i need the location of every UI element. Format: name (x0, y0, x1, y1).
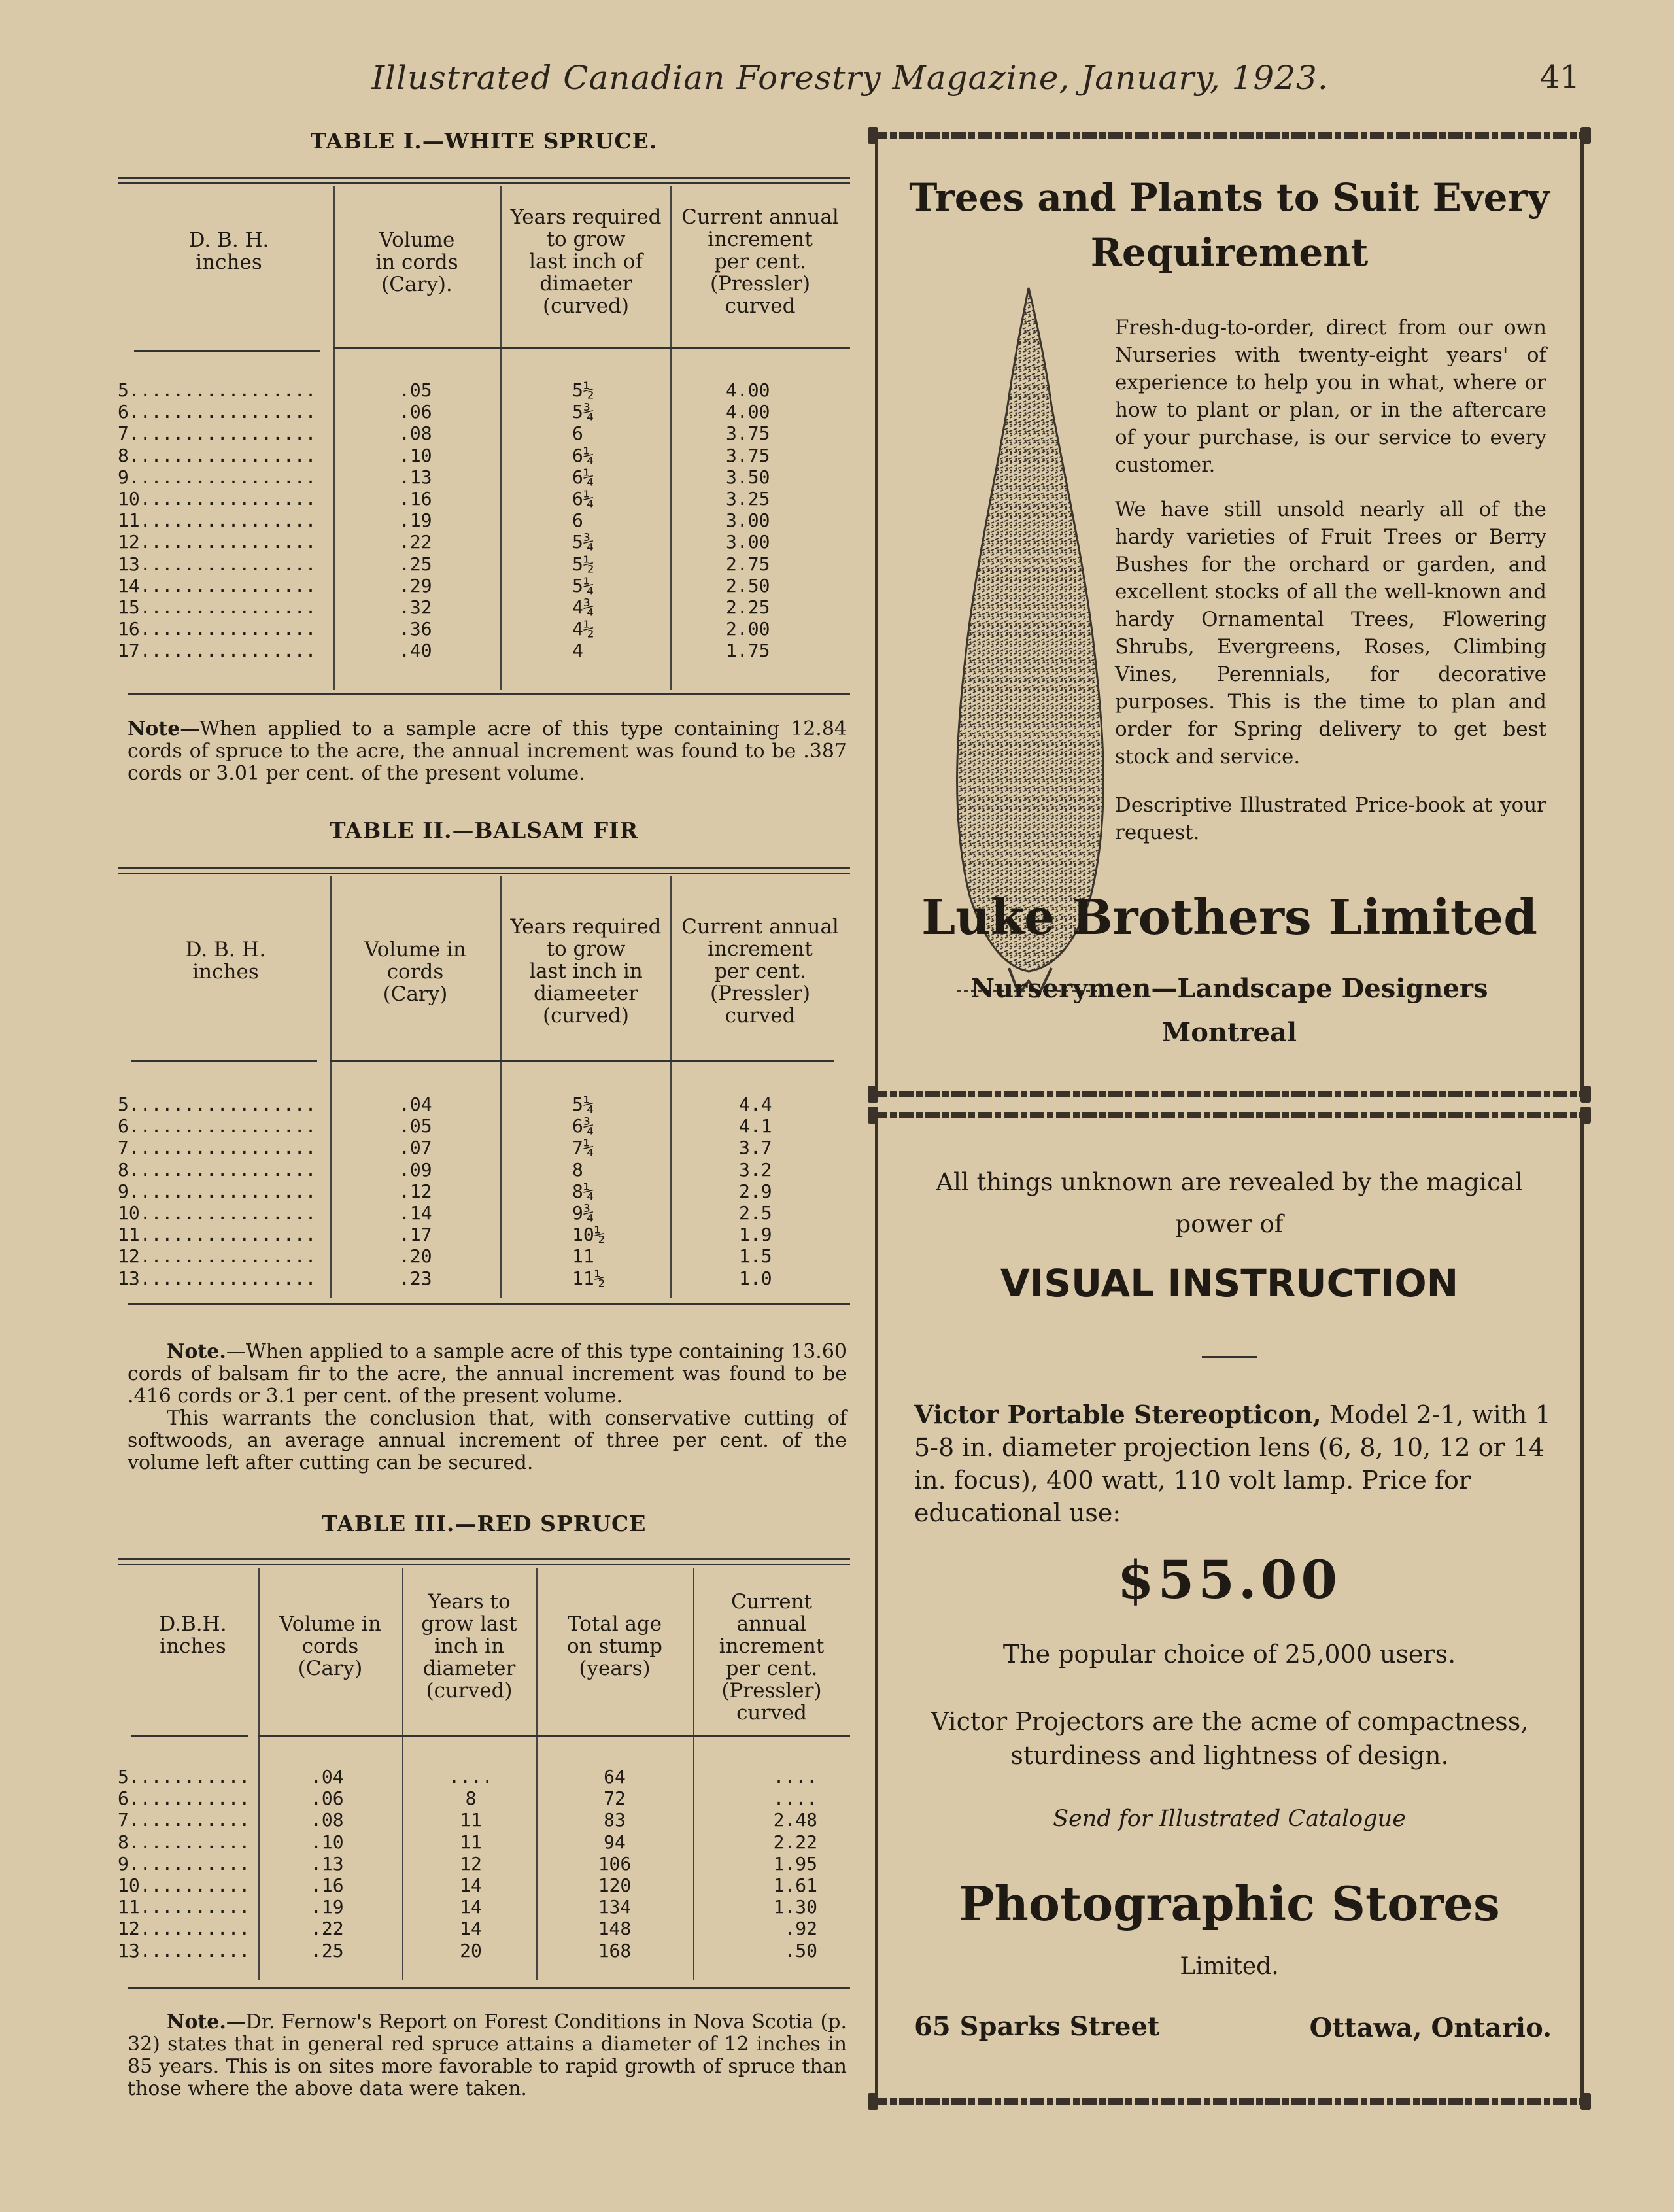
table-cell: 4½ (572, 618, 594, 640)
table-row (118, 1245, 850, 1267)
table-cell: .12 (399, 1180, 432, 1202)
row-label: 17................ (118, 640, 316, 662)
table3-header-volume: Volume in cords (Cary) (279, 1612, 381, 1680)
table-row (118, 1094, 850, 1115)
table-cell: 2.9 (739, 1180, 772, 1202)
table-row (118, 1224, 850, 1245)
table-cell: .08 (311, 1809, 344, 1831)
table-cell: 7¼ (572, 1137, 594, 1159)
table-cell: 8 (572, 1158, 583, 1181)
table-row (118, 1896, 850, 1918)
luke-brothers-ad (875, 137, 1584, 1092)
ad1-bottom-border (873, 1091, 1586, 1097)
table-cell: .16 (399, 487, 432, 510)
table-cell: .04 (311, 1766, 344, 1788)
table-cell: 2.50 (726, 574, 770, 596)
row-label: 13................ (118, 1267, 316, 1289)
table-cell: 9¾ (572, 1201, 594, 1224)
table-cell: 2.22 (773, 1831, 817, 1853)
photo-ad-price: $55.00 (1117, 1549, 1342, 1610)
table2-body (118, 1094, 850, 1289)
table-cell: 64 (604, 1766, 626, 1788)
table-row (118, 1809, 850, 1831)
table1-header-increment: Current annual increment per cent. (Pressler) curved (681, 205, 839, 318)
table2-header-years: Years required to grow last inch in diameeter (curved) (510, 915, 662, 1028)
table-cell: 106 (598, 1852, 632, 1875)
table-cell: 20 (460, 1939, 482, 1961)
table-cell: 148 (598, 1918, 632, 1940)
table-row (118, 1181, 850, 1202)
running-title: Illustrated Canadian Forestry Magazine, January, 1923. (371, 59, 1329, 97)
table-cell: .20 (399, 1245, 432, 1268)
table3-header-years: Years to grow last inch in diameter (curved) (421, 1590, 517, 1702)
table-cell: .25 (311, 1939, 344, 1961)
row-label: 10.......... (118, 1874, 250, 1896)
table-cell: 2.5 (739, 1201, 772, 1224)
table-cell: .23 (399, 1267, 432, 1289)
photo-ad-city: Ottawa, Ontario. (1309, 2013, 1552, 2043)
table-cell: 6¼ (572, 487, 594, 510)
photo-ad-projectors: Victor Projectors are the acme of compactness, sturdiness and lightness of design. (931, 1707, 1529, 1770)
row-label: 7................. (118, 423, 316, 445)
table-cell: .13 (399, 466, 432, 488)
table-row (118, 1831, 850, 1853)
ad2-bottom-border (873, 2098, 1586, 2105)
table-cell: 6¾ (572, 1115, 594, 1137)
table-cell: 4¾ (572, 596, 594, 618)
table-cell: 5¼ (572, 574, 594, 596)
table-cell: 3.2 (739, 1158, 772, 1181)
table3-header-age: Total age on stump (years) (566, 1612, 663, 1680)
row-label: 6................. (118, 1115, 316, 1137)
photo-ad-popular: The popular choice of 25,000 users. (1002, 1640, 1456, 1668)
row-label: 6........... (118, 1788, 250, 1810)
table-cell: 4.00 (726, 379, 770, 401)
table-row (118, 1788, 850, 1809)
table-row (118, 1875, 850, 1896)
table-row (118, 379, 850, 401)
table-cell: 168 (598, 1939, 632, 1961)
table-cell: .13 (311, 1852, 344, 1875)
luke-ad-company: Luke Brothers Limited (921, 890, 1537, 946)
table-row (118, 1766, 850, 1788)
row-label: 16................ (118, 618, 316, 640)
table-row (118, 1268, 850, 1289)
table-row (118, 466, 850, 488)
table-cell: 5½ (572, 553, 594, 575)
table-row (118, 1853, 850, 1875)
row-label: 7........... (118, 1809, 250, 1831)
table1-note: Note—When applied to a sample acre of this type containing 12.84 cords of spruce to the acre, the annual increment was found to be .387 cords or 3.01 per cent. of the present volume. (128, 717, 847, 785)
table-cell: 6¼ (572, 444, 594, 466)
table2-header-volume: Volume in cords (Cary) (364, 938, 466, 1006)
table-cell: .04 (399, 1094, 432, 1115)
table-cell: .06 (399, 401, 432, 423)
table-cell: .92 (784, 1918, 817, 1940)
table-cell: 6¼ (572, 466, 594, 488)
row-label: 12................ (118, 1245, 316, 1268)
luke-ad-tagline: Nurserymen—Landscape Designers (970, 973, 1488, 1004)
table-cell: 14 (460, 1874, 482, 1896)
table-row (118, 1137, 850, 1158)
table-cell: .08 (399, 423, 432, 445)
table-cell: .40 (399, 640, 432, 662)
table-row (118, 1115, 850, 1137)
table-cell: 3.75 (726, 423, 770, 445)
table-cell: 8 (465, 1788, 477, 1810)
table-row (118, 531, 850, 553)
row-label: 5........... (118, 1766, 250, 1788)
table-cell: .09 (399, 1158, 432, 1181)
table-cell: .22 (399, 531, 432, 553)
photo-ad-headline: VISUAL INSTRUCTION (1000, 1261, 1459, 1305)
row-label: 10................ (118, 1201, 316, 1224)
row-label: 10................ (118, 487, 316, 510)
table-cell: 3.50 (726, 466, 770, 488)
table-cell: .32 (399, 596, 432, 618)
table1-title: TABLE I.—WHITE SPRUCE. (310, 128, 658, 154)
luke-ad-headline: Trees and Plants to Suit Every Requirement (909, 175, 1550, 275)
photo-ad-product: Victor Portable Stereopticon, Model 2-1, with 1 5-8 in. diameter projection lens (6, 8, 10, 12 or 14 in. focus), 400 watt, 110 volt lamp. Price for educational use: (914, 1400, 1551, 1527)
table-cell: 1.75 (726, 640, 770, 662)
row-label: 13.......... (118, 1939, 250, 1961)
table-row (118, 1918, 850, 1939)
table-cell: 94 (604, 1831, 626, 1853)
table-cell: 83 (604, 1809, 626, 1831)
table-row (118, 640, 850, 661)
table2-note: Note.—When applied to a sample acre of this type containing 13.60 cords of balsam fir to the acre, the annual increment was found to be .416 cords or 3.1 per cent. of the present volume. This warrants the conclusion that, with conservative cutting of softwoods, an average annual increment of three per cent. of the volume left after cutting can be secured. (128, 1340, 847, 1474)
table-cell: 4.4 (739, 1094, 772, 1115)
table-cell: .05 (399, 379, 432, 401)
photo-ad-intro: All things unknown are revealed by the magical power of (936, 1168, 1523, 1238)
table-row (118, 445, 850, 466)
table-cell: 4.00 (726, 401, 770, 423)
row-label: 13................ (118, 553, 316, 575)
table-cell: .10 (311, 1831, 344, 1853)
row-label: 15................ (118, 596, 316, 618)
table-cell: 4 (572, 640, 583, 662)
row-label: 14................ (118, 574, 316, 596)
row-label: 7................. (118, 1137, 316, 1159)
table-cell: 3.7 (739, 1137, 772, 1159)
table-cell: .22 (311, 1918, 344, 1940)
table3-header-dbh: D.B.H. inches (159, 1612, 227, 1658)
row-label: 9................. (118, 1180, 316, 1202)
table-cell: 2.48 (773, 1809, 817, 1831)
table-cell: 11 (460, 1831, 482, 1853)
table-row (118, 1940, 850, 1961)
table2-header-increment: Current annual increment per cent. (Pressler) curved (681, 915, 839, 1028)
table-row (118, 618, 850, 640)
table-cell: 10½ (572, 1224, 606, 1246)
table-cell: .19 (311, 1896, 344, 1918)
table-cell: 3.00 (726, 510, 770, 532)
luke-ad-paragraph2: We have still unsold nearly all of the hardy varieties of Fruit Trees or Berry Bushes for the orchard or garden, and excellent stocks of all the well-known and hardy Ornamental Trees, Flowering Shrubs, Evergreens, Roses, Climbing Vines, Perennials, for decorative purposes. This is the time to plan and order for Spring delivery to get best stock and service. (1115, 498, 1546, 769)
table-row (118, 510, 850, 531)
photographic-stores-ad (875, 1117, 1584, 2100)
table-row (118, 401, 850, 423)
table-cell: 6 (572, 423, 583, 445)
table-cell: 1.5 (739, 1245, 772, 1268)
table-row (118, 596, 850, 618)
table-cell: 1.30 (773, 1896, 817, 1918)
table-cell: .... (773, 1788, 817, 1810)
table2-title: TABLE II.—BALSAM FIR (330, 818, 638, 843)
table-cell: 3.25 (726, 487, 770, 510)
table1-header-volume: Volume in cords (Cary). (375, 228, 458, 296)
table-cell: .05 (399, 1115, 432, 1137)
row-label: 5................. (118, 379, 316, 401)
row-label: 8................. (118, 444, 316, 466)
table-cell: 11 (460, 1809, 482, 1831)
table-cell: 134 (598, 1896, 632, 1918)
table-cell: .16 (311, 1874, 344, 1896)
row-label: 6................. (118, 401, 316, 423)
table-cell: .10 (399, 444, 432, 466)
table-cell: 3.00 (726, 531, 770, 553)
table-row (118, 423, 850, 444)
table-cell: .... (449, 1766, 493, 1788)
table-cell: .36 (399, 618, 432, 640)
table-row (118, 1202, 850, 1224)
photo-ad-catalogue: Send for Illustrated Catalogue (1053, 1806, 1406, 1832)
table-cell: 4.1 (739, 1115, 772, 1137)
table-cell: 5¾ (572, 531, 594, 553)
table-cell: .50 (784, 1939, 817, 1961)
table-cell: .29 (399, 574, 432, 596)
row-label: 11................ (118, 510, 316, 532)
table-cell: 2.00 (726, 618, 770, 640)
table2-header-dbh: D. B. H. inches (185, 938, 266, 984)
luke-ad-city: Montreal (1161, 1017, 1297, 1048)
table-cell: 1.0 (739, 1267, 772, 1289)
table-cell: 72 (604, 1788, 626, 1810)
table-cell: 11 (572, 1245, 594, 1268)
table-cell: 1.9 (739, 1224, 772, 1246)
table3-header-increment: Current annual increment per cent. (Pressler) curved (719, 1590, 825, 1725)
table-cell: 11½ (572, 1267, 606, 1289)
table-cell: .25 (399, 553, 432, 575)
row-label: 5................. (118, 1094, 316, 1115)
table-cell: 5½ (572, 379, 594, 401)
table-cell: .14 (399, 1201, 432, 1224)
luke-ad-paragraph1: Fresh-dug-to-order, direct from our own Nurseries with twenty-eight years' of experience to help you in what, where or how to plant or plan, or in the aftercare of your purchase, is our service to every customer. (1115, 316, 1546, 477)
table-cell: .19 (399, 510, 432, 532)
row-label: 8................. (118, 1158, 316, 1181)
table3-note: Note.—Dr. Fernow's Report on Forest Conditions in Nova Scotia (p. 32) states that in general red spruce attains a diameter of 12 inches in 85 years. This is on sites more favorable to rapid growth of spruce than those where the above data were taken. (128, 2011, 847, 2100)
table-cell: 2.75 (726, 553, 770, 575)
table-cell: 5¾ (572, 401, 594, 423)
table-cell: 8¼ (572, 1180, 594, 1202)
table-cell: .07 (399, 1137, 432, 1159)
table-cell: 14 (460, 1896, 482, 1918)
row-label: 8........... (118, 1831, 250, 1853)
table-cell: 2.25 (726, 596, 770, 618)
table1-top-rule (118, 177, 850, 184)
table3-title: TABLE III.—RED SPRUCE (321, 1511, 647, 1536)
table-row (118, 1159, 850, 1181)
table-cell: 12 (460, 1852, 482, 1875)
table-cell: 1.95 (773, 1852, 817, 1875)
table1-header-dbh: D. B. H. inches (188, 228, 269, 274)
table-row (118, 553, 850, 575)
table-row (118, 575, 850, 596)
photo-ad-company: Photographic Stores (959, 1876, 1500, 1931)
row-label: 12.......... (118, 1918, 250, 1940)
luke-ad-paragraph3: Descriptive Illustrated Price-book at your request. (1115, 793, 1546, 844)
table-cell: .17 (399, 1224, 432, 1246)
table-cell: 1.61 (773, 1874, 817, 1896)
table-cell: .... (773, 1766, 817, 1788)
photo-ad-company-suffix: Limited. (1180, 1953, 1279, 1980)
row-label: 11.......... (118, 1896, 250, 1918)
photo-ad-divider (1202, 1356, 1257, 1358)
table-cell: 3.75 (726, 444, 770, 466)
photo-ad-address: 65 Sparks Street (914, 2011, 1160, 2042)
page-number: 41 (1540, 59, 1580, 95)
table-row (118, 488, 850, 510)
row-label: 11................ (118, 1224, 316, 1246)
table-cell: 14 (460, 1918, 482, 1940)
table-cell: 6 (572, 510, 583, 532)
table-cell: 5¼ (572, 1094, 594, 1115)
table1-header-years: Years required to grow last inch of dimaeter (curved) (510, 205, 662, 318)
row-label: 9................. (118, 466, 316, 488)
row-label: 9........... (118, 1852, 250, 1875)
table-cell: .06 (311, 1788, 344, 1810)
table3-body (118, 1766, 850, 1961)
table1-body (118, 379, 850, 661)
row-label: 12................ (118, 531, 316, 553)
table-cell: 120 (598, 1874, 632, 1896)
